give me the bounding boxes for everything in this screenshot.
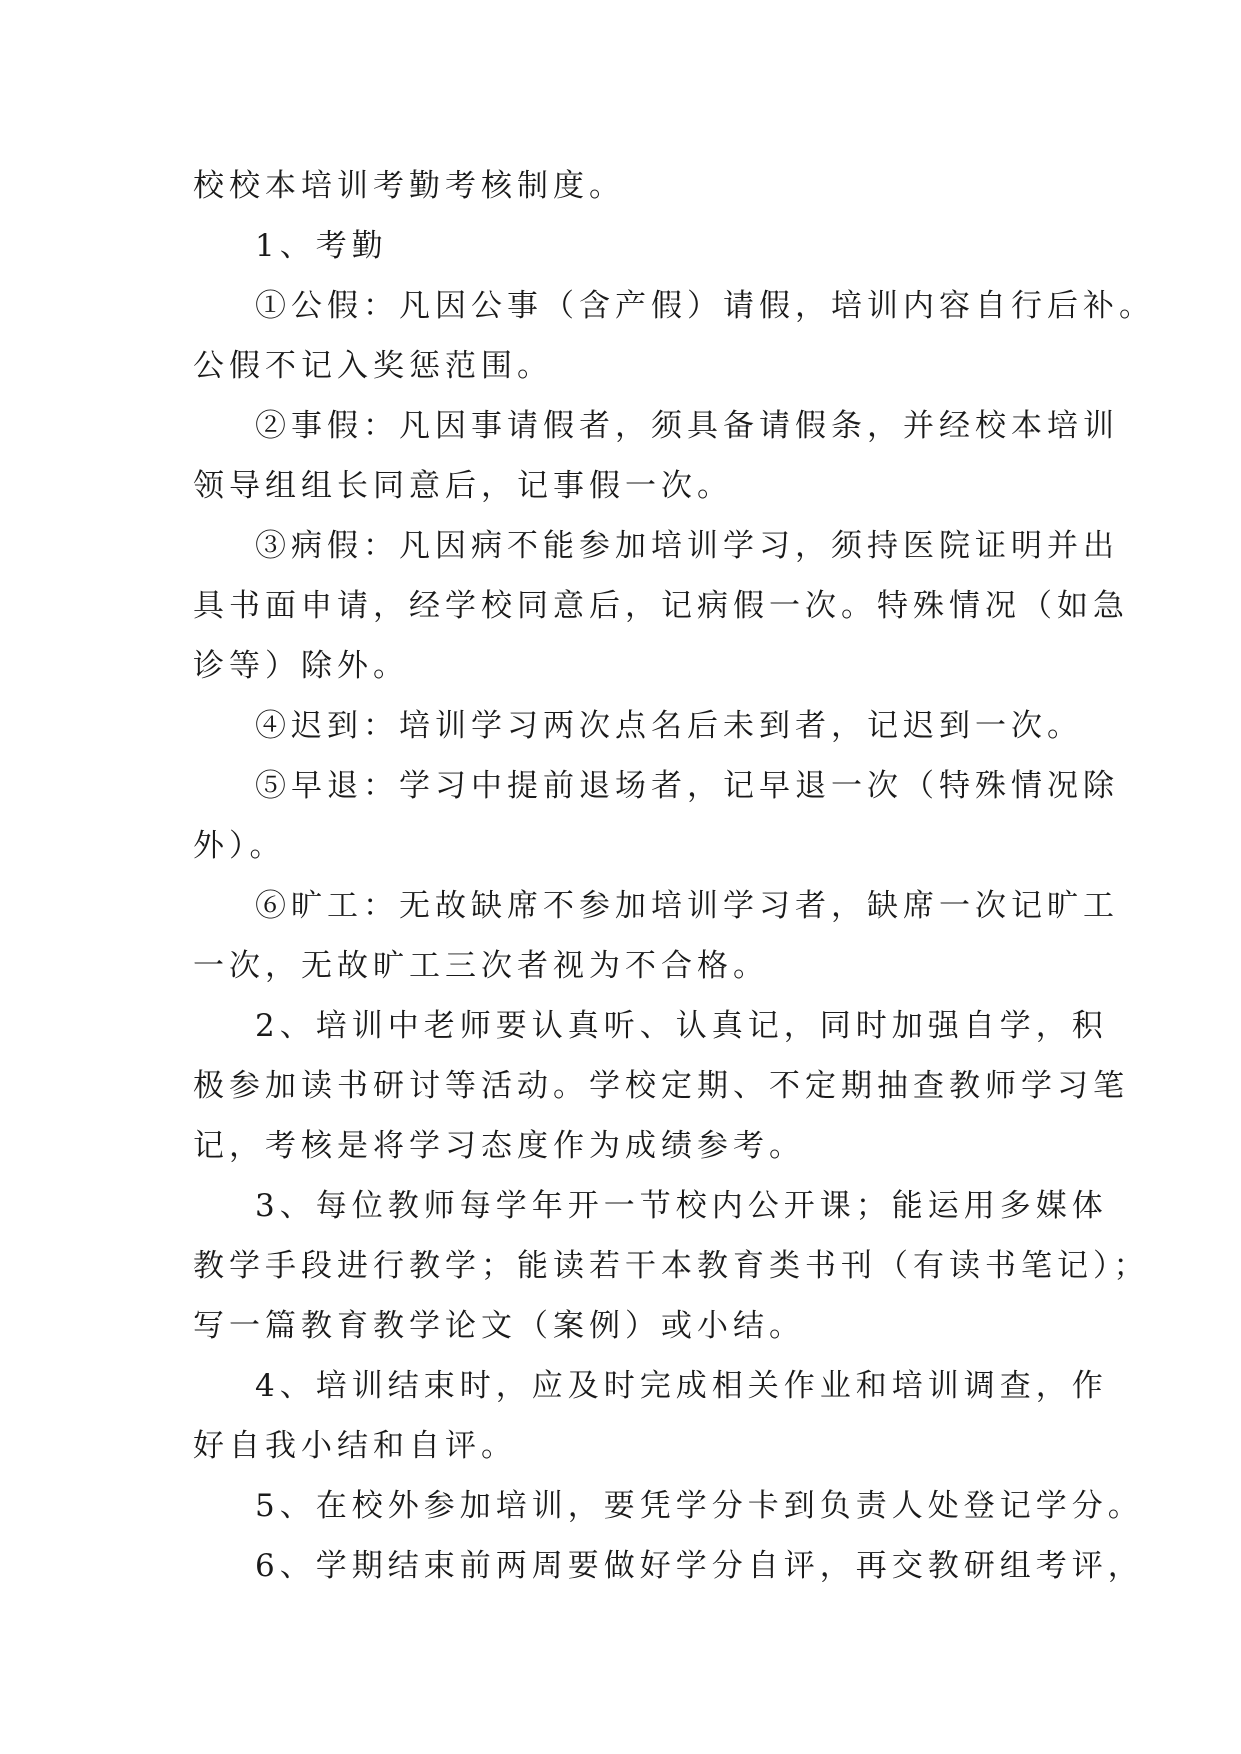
text-line: ①公假：凡因公事（含产假）请假，培训内容自行后补。 [255, 288, 1155, 324]
text-line: ④迟到：培训学习两次点名后未到者，记迟到一次。 [255, 708, 1083, 744]
text-line: 写一篇教育教学论文（案例）或小结。 [193, 1308, 805, 1344]
text-line: 6、学期结束前两周要做好学分自评，再交教研组考评， [255, 1548, 1144, 1584]
text-line: 领导组组长同意后，记事假一次。 [193, 468, 733, 504]
text-line: 外）。 [193, 828, 286, 864]
text-line: 公假不记入奖惩范围。 [193, 348, 553, 384]
text-line: 3、每位教师每学年开一节校内公开课；能运用多媒体 [255, 1188, 1108, 1224]
text-line: 具书面申请，经学校同意后，记病假一次。特殊情况（如急 [193, 588, 1129, 624]
text-line: ⑤早退：学习中提前退场者，记早退一次（特殊情况除 [255, 768, 1119, 804]
text-line: 2、培训中老师要认真听、认真记，同时加强自学，积 [255, 1008, 1108, 1044]
text-line: ②事假：凡因事请假者，须具备请假条，并经校本培训 [255, 408, 1119, 444]
text-line: 记，考核是将学习态度作为成绩参考。 [193, 1128, 805, 1164]
text-line: 4、培训结束时，应及时完成相关作业和培训调查，作 [255, 1368, 1108, 1404]
text-line: ③病假：凡因病不能参加培训学习，须持医院证明并出 [255, 528, 1119, 564]
text-line: 极参加读书研讨等活动。学校定期、不定期抽查教师学习笔 [193, 1068, 1129, 1104]
text-line: 教学手段进行教学；能读若干本教育类书刊（有读书笔记）； [193, 1248, 1150, 1284]
text-line: 5、在校外参加培训，要凭学分卡到负责人处登记学分。 [255, 1488, 1144, 1524]
document-body [193, 156, 1155, 1596]
text-line: 诊等）除外。 [193, 648, 409, 684]
text-line: ⑥旷工：无故缺席不参加培训学习者，缺席一次记旷工 [255, 888, 1119, 924]
text-line: 一次，无故旷工三次者视为不合格。 [193, 948, 769, 984]
text-line: 校校本培训考勤考核制度。 [193, 168, 625, 204]
text-line: 好自我小结和自评。 [193, 1428, 517, 1464]
text-line: 1、考勤 [255, 228, 388, 264]
